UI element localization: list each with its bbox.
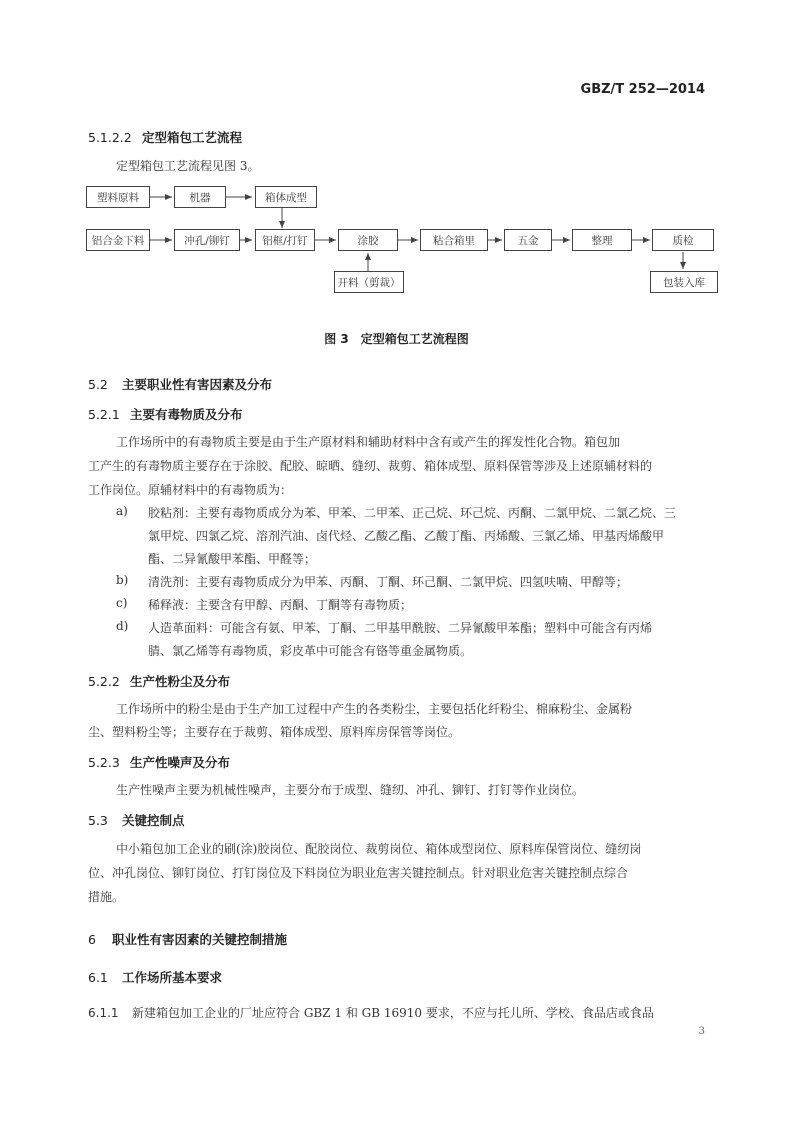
section-title: 工作场所基本要求 xyxy=(122,970,223,985)
section-5-2-2-heading xyxy=(88,672,230,690)
section-title: 职业性有害因素的关键控制措施 xyxy=(112,932,288,947)
section-number: 6.1.1 xyxy=(88,1006,119,1020)
list-label-d: d) xyxy=(116,619,129,633)
section-6-heading xyxy=(88,930,287,948)
section-5-2-heading xyxy=(88,375,272,393)
figure-caption: 图 3 定型箱包工艺流程图 xyxy=(324,332,469,346)
paragraph-line: 生产性噪声主要为机械性噪声，主要分布于成型、缝纫、冲孔、铆钉、打钉等作业岗位。 xyxy=(116,783,585,797)
section-5-3-heading xyxy=(88,811,185,829)
section-number: 5.2.3 xyxy=(88,755,120,770)
flow-node-punch-rivet: 冲孔/铆钉 xyxy=(174,229,240,251)
list-item-a-line: 酯、二异氰酸甲苯酯、甲醛等； xyxy=(148,552,317,566)
list-item-d-line: 腈、氯乙烯等有毒物质，彩皮革中可能含有铬等重金属物质。 xyxy=(148,644,473,658)
flow-node-inspection: 质检 xyxy=(652,229,714,251)
section-number: 5.1.2.2 xyxy=(88,130,132,145)
flow-node-case-forming: 箱体成型 xyxy=(255,186,317,208)
section-number: 5.3 xyxy=(88,813,108,828)
section-title: 生产性噪声及分布 xyxy=(130,755,231,770)
page-number: 3 xyxy=(698,1026,705,1037)
list-item-b: 清洗剂：主要有毒物质成分为甲苯、丙酮、丁酮、环己酮、二氯甲烷、四氢呋喃、甲醇等； xyxy=(148,575,629,589)
flow-node-aluminum-frame-nailing: 铝框/打钉 xyxy=(255,229,315,251)
figure-intro-text: 定型箱包工艺流程见图 3。 xyxy=(116,159,260,173)
list-label-c: c) xyxy=(116,596,128,610)
section-6-1-heading xyxy=(88,968,222,986)
section-number: 5.2.1 xyxy=(88,407,120,422)
flow-node-packing-storage: 包装入库 xyxy=(650,271,718,293)
paragraph-line: 工产生的有毒物质主要存在于涂胶、配胶、晾晒、缝纫、裁剪、箱体成型、原料保管等涉及上述原辅材料的 xyxy=(88,459,653,473)
section-title: 定型箱包工艺流程 xyxy=(142,130,243,145)
section-number: 6 xyxy=(88,932,96,947)
paragraph-line: 新建箱包加工企业的厂址应符合 GBZ 1 和 GB 16910 要求，不应与托儿所、学校、食品店或食品 xyxy=(132,1006,654,1020)
list-item-c: 稀释液：主要含有甲醇、丙酮、丁酮等有毒物质； xyxy=(148,598,413,612)
paragraph-line: 措施。 xyxy=(88,890,125,904)
paragraph-line: 尘、塑料粉尘等；主要存在于裁剪、箱体成型、原料库房保管等岗位。 xyxy=(88,725,461,739)
flow-node-gluing: 涂胶 xyxy=(338,229,398,251)
flow-node-plastic-material: 塑料原料 xyxy=(86,186,150,208)
section-5-2-3-heading xyxy=(88,753,230,771)
section-number: 5.2.2 xyxy=(88,674,120,689)
list-item-a-line: 氯甲烷、四氯乙烷、溶剂汽油、卤代烃、乙酸乙酯、乙酸丁酯、丙烯酸、三氯乙烯、甲基丙烯酸甲 xyxy=(148,529,665,543)
section-title: 生产性粉尘及分布 xyxy=(130,674,231,689)
list-item-d-line: 人造革面料：可能含有氨、甲苯、丁酮、二甲基甲酰胺、二异氰酸甲苯酯；塑料中可能含有丙烯 xyxy=(148,621,653,635)
list-label-b: b) xyxy=(116,573,129,587)
paragraph-line: 工作场所中的粉尘是由于生产加工过程中产生的各类粉尘，主要包括化纤粉尘、棉麻粉尘、金属粉 xyxy=(116,702,633,716)
flow-node-machine: 机器 xyxy=(174,186,226,208)
flow-node-hardware: 五金 xyxy=(504,229,552,251)
paragraph-line: 工作场所中的有毒物质主要是由于生产原材料和辅助材料中含有或产生的挥发性化合物。箱包加 xyxy=(116,435,621,449)
list-label-a: a) xyxy=(116,504,128,518)
section-title: 主要有毒物质及分布 xyxy=(130,407,243,422)
paragraph-line: 位、冲孔岗位、铆钉岗位、打钉岗位及下料岗位为职业危害关键控制点。针对职业危害关键控制点综合 xyxy=(88,866,629,880)
list-item-a-line: 胶粘剂：主要有毒物质成分为苯、甲苯、二甲苯、正己烷、环己烷、丙酮、二氯甲烷、二氯乙烷、三 xyxy=(148,506,677,520)
flow-node-aluminum-cutting: 铝合金下料 xyxy=(86,229,150,251)
standard-code: GBZ/T 252—2014 xyxy=(580,82,705,97)
section-6-1-1-text xyxy=(88,1004,654,1021)
section-title: 关键控制点 xyxy=(122,813,185,828)
section-number: 6.1 xyxy=(88,970,108,985)
section-number: 5.2 xyxy=(88,377,108,392)
section-title: 主要职业性有害因素及分布 xyxy=(122,377,273,392)
paragraph-line: 工作岗位。原辅材料中的有毒物质为： xyxy=(88,483,293,497)
flow-node-cutting: 开料（剪裁） xyxy=(334,271,404,293)
flow-node-finishing: 整理 xyxy=(572,229,632,251)
flow-node-lining-bonding: 粘合箱里 xyxy=(420,229,488,251)
paragraph-line: 中小箱包加工企业的刷(涂)胶岗位、配胶岗位、裁剪岗位、箱体成型岗位、原料库保管岗位、缝纫岗 xyxy=(116,842,642,856)
section-5-2-1-heading xyxy=(88,405,243,423)
